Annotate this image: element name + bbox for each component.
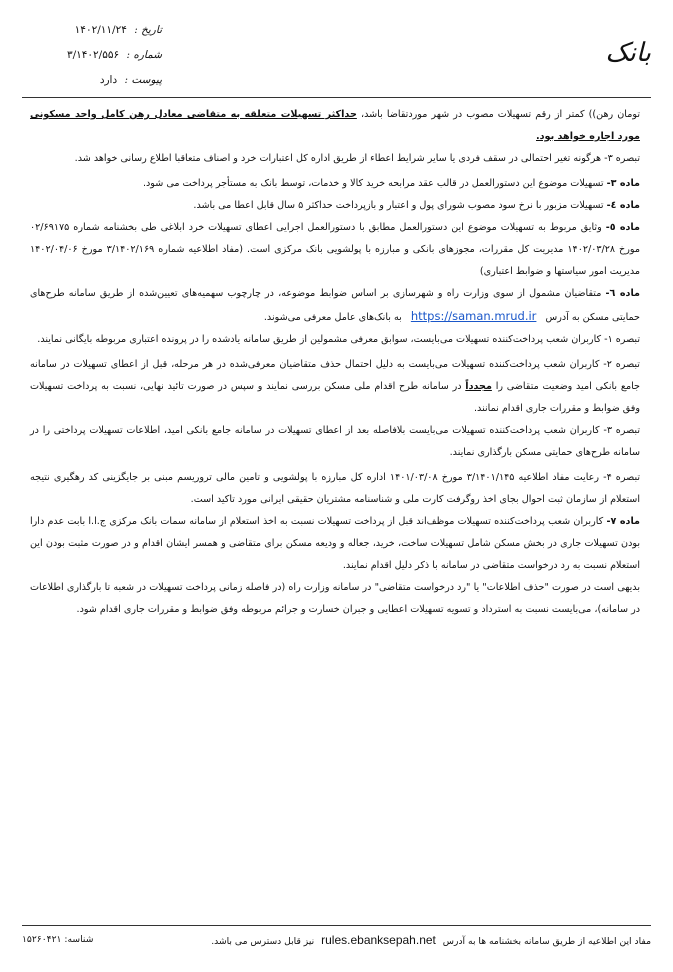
letter-metadata — [52, 18, 162, 93]
article-4 — [30, 195, 640, 217]
header-divider — [22, 97, 651, 98]
article-5 — [30, 217, 640, 283]
paragraph-rent-cap — [30, 104, 640, 148]
attachment-row — [52, 68, 162, 93]
article-6 — [30, 283, 640, 329]
article-6-label: ماده ٦- — [605, 288, 640, 299]
letter-body — [30, 104, 640, 621]
article-4-text: تسهیلات مزبور با نرخ سود مصوب شورای پول و اعتبار و بازپرداخت حداکثر ۵ سال قابل اعطا می باشد. — [193, 200, 604, 211]
note-2 — [30, 354, 640, 420]
closing-paragraph — [30, 577, 640, 621]
note-1 — [30, 329, 640, 351]
article-7-text: کاربران شعب پرداخت‌کننده تسهیلات موظف‌اند قبل از پرداخت تسهیلات نسبت به اخذ استعلام از سامانه سمات بانک مرکزی ج.ا.ا بابت عدم دارا بودن تسهیلات جاری در بخش مسکن شامل تسهیلات ساخت، خرید، جعاله و ودیعه مسکن برای متقاضی و همسر ایشان اقدام و در صورت مثبت بودن این استعلام نسبت به رد درخواست متقاضی در سامانه با ذکر دلیل اقدام نمایند. — [30, 516, 640, 571]
tracking-label: شناسه: — [64, 934, 94, 945]
footer-divider — [22, 925, 651, 926]
saman-link[interactable]: https://saman.mrud.ir — [410, 309, 537, 323]
article-6-text: متقاضیان مشمول از سوی وزارت راه و شهرسازی بر اساس ضوابط موضوعه، در چارچوب سهمیه‌های تعیین‌شده از طریق سامانه طرح‌های حمایتی مسکن به آدرس — [30, 288, 640, 323]
rent-cap-emphasis: حداکثر تسهیلات متعلقه به متقاضی معادل رهن کامل واحد مسکونی مورد اجاره خواهد بود. — [30, 109, 640, 142]
attachment-label: پیوست : — [124, 74, 162, 86]
article-4-label: ماده ٤- — [606, 200, 640, 211]
note-3 — [30, 148, 640, 170]
note-4-text: تبصره ۴- رعایت مفاد اطلاعیه ۳/۱۴۰۱/۱۴۵ مورخ ۱۴۰۱/۰۳/۰۸ اداره کل مبارزه با پولشویی و تامین مالی تروریسم مبنی بر جایگزینی کد رهگیری نتیجه استعلام از سازمان ثبت احوال بجای اخذ روگرفت کارت ملی و شناسنامه مشتریان حقیقی ایرانی مورد تاکید است. — [30, 472, 641, 505]
footer-text-after: نیز قابل دسترس می باشد. — [211, 936, 315, 947]
number-row — [52, 43, 162, 68]
note-2-emphasis: مجدداً — [465, 381, 492, 392]
attachment-value: دارد — [99, 74, 118, 86]
footer-text-before: مفاد این اطلاعیه از طریق سامانه بخشنامه ها به آدرس — [442, 936, 651, 947]
article-5-text: وثایق مربوط به تسهیلات موضوع این دستورالعمل مطابق با دستورالعمل اجرایی اعطای تسهیلات خرد ابلاغی طی بخشنامه شماره ۰۲/۶۹۱۷۵ مورخ ۱۴۰۲/۰۳/۲۸ مدیریت کل مقررات، مجوزهای بانکی و مبارزه با پولشویی بانک مرکزی است. (مفاد اطلاعیه شماره ۳/۱۴۰۲/۱۶۹ مورخ ۱۴۰۲/۰۴/۰۶ مدیریت امور سیاستها و ضوابط اعتباری) — [30, 222, 640, 277]
article-5-label: ماده ٥- — [605, 222, 640, 233]
note-4 — [30, 467, 640, 511]
note-1-text: تبصره ۱- کاربران شعب پرداخت‌کننده تسهیلات می‌بایست، سوابق معرفی مشمولین از طریق سامانه یادشده را در پرونده اعتباری مربوطه بایگانی نمایند. — [37, 334, 640, 345]
tracking-value: ۱۵۲۶۰۴۲۱ — [22, 934, 62, 945]
rent-cap-text: تومان رهن)) کمتر از رقم تسهیلات مصوب در شهر موردتقاضا باشد، — [360, 109, 640, 120]
number-value: ۳/۱۴۰۲/۵۵۶ — [66, 49, 120, 61]
note-2-text-end: در سامانه طرح اقدام ملی مسکن بررسی نمایند و سپس در صورت تائید نهایی، نسبت به پرداخت تسهیلات وفق ضوابط و مقررات جاری اقدام نمانند. — [30, 381, 640, 414]
date-label: تاریخ : — [134, 24, 162, 36]
note-3-text: تبصره ۳- هرگونه تغیر احتمالی در سقف فردی یا سایر شرایط اعطاء از طریق اداره کل اعتبارات خرد و اصناف متعاقبا اطلاع رسانی خواهد شد. — [74, 153, 640, 164]
note-3b — [30, 420, 640, 464]
closing-text: بدیهی است در صورت "حذف اطلاعات" یا "رد درخواست متقاضی" در سامانه وزارت راه (در فاصله زمانی پرداخت تسهیلات در شعبه تا بارگذاری اطلاعات در سامانه)، می‌بایست نسبت به استرداد و تسویه تسهیلات اعطایی و جبران خسارت و جرائم مربوطه وفق ضوابط و مقررات جاری اقدام شود. — [30, 582, 640, 615]
date-row — [52, 18, 162, 43]
note-3b-text: تبصره ۳- کاربران شعب پرداخت‌کننده تسهیلات می‌بایست بلافاصله بعد از اعطای تسهیلات در سامانه جامع بانکی امید، اطلاعات تسهیلات پرداختی را در سامانه طرح‌های حمایتی مسکن بارگذاری نمایند. — [30, 425, 640, 458]
article-3 — [30, 173, 640, 195]
article-7-label: ماده ۷- — [606, 516, 640, 527]
rules-site-link[interactable]: rules.ebanksepah.net — [321, 933, 436, 947]
article-3-label: ماده ۳- — [606, 178, 640, 189]
article-6-end: به بانک‌های عامل معرفی می‌شوند. — [263, 312, 402, 323]
article-7 — [30, 511, 640, 577]
number-label: شماره : — [126, 49, 162, 61]
tracking-id — [22, 931, 93, 949]
date-value: ۱۴۰۲/۱۱/۲۴ — [74, 24, 127, 36]
note-2-text-start: تبصره ۲- کاربران شعب پرداخت‌کننده تسهیلات می‌بایست به دلیل احتمال حذف متقاضیان معرفی‌شده در هر مرحله، قبل از اعطای تسهیلات در سامانه جامع بانکی امید وضعیت متقاضی را — [30, 359, 640, 392]
article-3-text: تسهیلات موضوع این دستورالعمل در قالب عقد مرابحه خرید کالا و خدمات، توسط بانک به مستأجر پرداخت می شود. — [142, 178, 604, 189]
bank-logo: بانک — [605, 38, 651, 68]
footer-note — [211, 931, 651, 951]
